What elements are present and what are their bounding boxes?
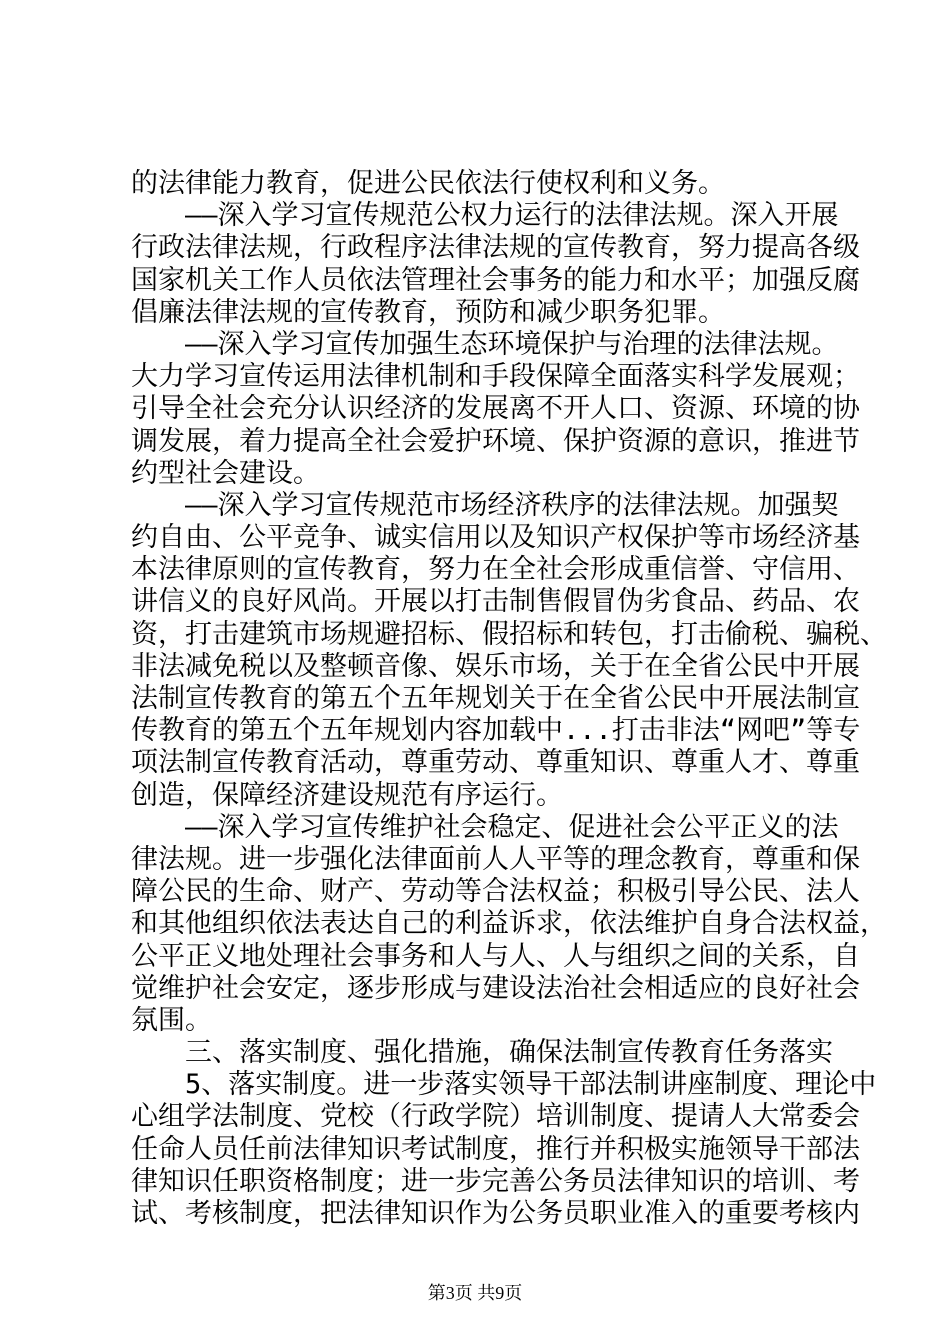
text-line: 国家机关工作人员依法管理社会事务的能力和水平；加强反腐	[131, 264, 860, 296]
text-line: 5、落实制度。进一步落实领导干部法制讲座制度、理论中	[185, 1069, 877, 1101]
text-line: ——深入学习宣传规范市场经济秩序的法律法规。加强契	[185, 489, 839, 521]
text-line: 法制宣传教育的第五个五年规划关于在全省公民中开展法制宣	[131, 683, 860, 714]
text-line: 约型社会建设。	[131, 457, 320, 489]
text-line: 倡廉法律法规的宣传教育，预防和减少职务犯罪。	[131, 296, 725, 328]
text-line: 心组学法制度、党校（行政学院）培训制度、提请人大常委会	[131, 1101, 860, 1133]
text-line: 三、落实制度、强化措施，确保法制宣传教育任务落实	[185, 1037, 833, 1069]
text-line: 律法规。进一步强化法律面前人人平等的理念教育，尊重和保	[131, 843, 860, 875]
text-line: 传教育的第五个五年规划内容加载中...打击非法“网吧”等专	[131, 715, 861, 747]
page-number-label: 第3页 共9页	[427, 1283, 523, 1303]
text-line: 引导全社会充分认识经济的发展离不开人口、资源、环境的协	[131, 393, 860, 425]
text-line: 的法律能力教育，促进公民依法行使权利和义务。	[131, 168, 725, 199]
text-line: 律知识任职资格制度；进一步完善公务员法律知识的培训、考	[131, 1165, 860, 1197]
text-line: 氛围。	[131, 1004, 212, 1036]
text-line: 大力学习宣传运用法律机制和手段保障全面落实科学发展观；	[131, 361, 860, 393]
text-line: ——深入学习宣传加强生态环境保护与治理的法律法规。	[185, 328, 839, 360]
text-line: 讲信义的良好风尚。开展以打击制售假冒伪劣食品、药品、农	[131, 586, 860, 618]
text-line: 项法制宣传教育活动，尊重劳动、尊重知识、尊重人才、尊重	[131, 747, 860, 779]
text-line: 公平正义地处理社会事务和人与人、人与组织之间的关系，自	[131, 940, 860, 972]
text-line: 障公民的生命、财产、劳动等合法权益；积极引导公民、法人	[131, 876, 860, 908]
text-line: 创造，保障经济建设规范有序运行。	[131, 779, 563, 811]
page-footer	[0, 1279, 950, 1305]
text-line: 资，打击建筑市场规避招标、假招标和转包，打击偷税、骗税、	[131, 618, 887, 650]
text-line: 调发展，着力提高全社会爱护环境、保护资源的意识，推进节	[131, 425, 860, 457]
text-line: 觉维护社会安定，逐步形成与建设法治社会相适应的良好社会	[131, 972, 860, 1004]
text-line: 和其他组织依法表达自己的利益诉求，依法维护自身合法权益，	[131, 908, 887, 940]
text-line: ——深入学习宣传维护社会稳定、促进社会公平正义的法	[185, 811, 839, 843]
text-line: 非法减免税以及整顿音像、娱乐市场，关于在全省公民中开展	[131, 650, 860, 682]
text-line: 试、考核制度，把法律知识作为公务员职业准入的重要考核内	[131, 1198, 860, 1229]
text-line: 本法律原则的宣传教育，努力在全社会形成重信誉、守信用、	[131, 554, 860, 586]
text-line: 行政法律法规，行政程序法律法规的宣传教育，努力提高各级	[131, 232, 860, 264]
text-line: ——深入学习宣传规范公权力运行的法律法规。深入开展	[185, 200, 839, 232]
text-line: 任命人员任前法律知识考试制度，推行并积极实施领导干部法	[131, 1133, 860, 1165]
text-line: 约自由、公平竞争、诚实信用以及知识产权保护等市场经济基	[131, 522, 860, 554]
document-body	[131, 168, 887, 1230]
